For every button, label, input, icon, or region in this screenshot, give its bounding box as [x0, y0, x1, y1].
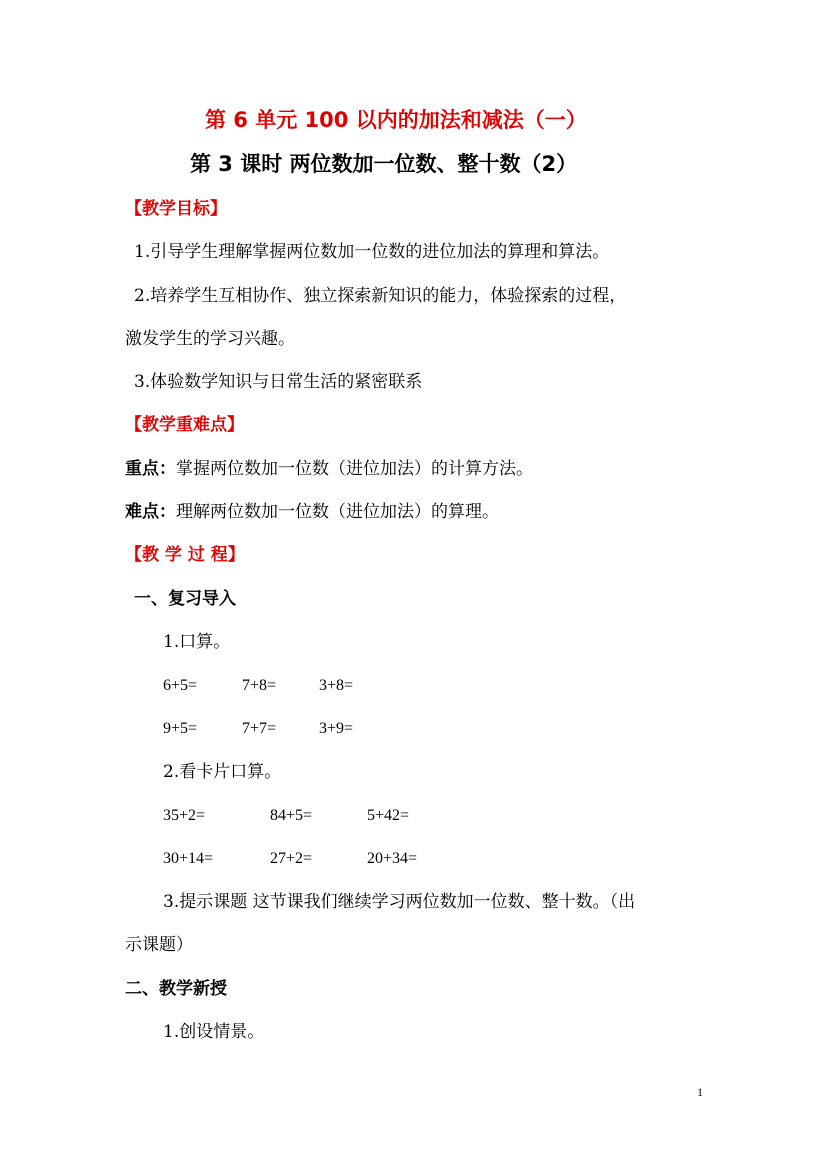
section-heading-key-points: 【教学重难点】: [125, 415, 244, 435]
goal-item-2-line1: 2.培养学生互相协作、独立探索新知识的能力，体验探索的过程，: [134, 286, 627, 306]
card-calc-cell: 35+2=: [163, 807, 206, 824]
difficult-point-text: 理解两位数加一位数（进位加法）的算理。: [176, 502, 499, 522]
part-2-heading: 二、教学新授: [125, 979, 227, 999]
oral-calc-cell: 6+5=: [163, 677, 198, 694]
part-1-item-3-line2: 示课题）: [125, 935, 193, 955]
key-point-label: 重点：: [125, 459, 176, 479]
goal-item-3: 3.体验数学知识与日常生活的紧密联系: [134, 372, 423, 392]
part-1-item-2: 2.看卡片口算。: [163, 762, 282, 782]
section-heading-process: 【教 学 过 程】: [125, 545, 245, 565]
card-calc-cell: 84+5=: [270, 807, 313, 824]
oral-calc-cell: 9+5=: [163, 720, 198, 737]
card-calc-cell: 5+42=: [367, 807, 410, 824]
part-1-heading: 一、复习导入: [134, 589, 236, 609]
page-number: 1: [697, 1085, 703, 1099]
key-point: [125, 457, 533, 481]
card-calc-cell: 20+34=: [367, 850, 418, 867]
card-calc-cell: 27+2=: [270, 850, 313, 867]
oral-calc-cell: 7+8=: [242, 677, 277, 694]
lesson-unit-title: 第 6 单元 100 以内的加法和减法（一）: [205, 108, 587, 132]
oral-calc-cell: 3+8=: [319, 677, 354, 694]
goal-item-1: 1.引导学生理解掌握两位数加一位数的进位加法的算理和算法。: [134, 242, 610, 262]
section-heading-goals: 【教学目标】: [125, 199, 227, 219]
key-point-text: 掌握两位数加一位数（进位加法）的计算方法。: [176, 459, 533, 479]
part-1-item-3-line1: 3.提示课题 这节课我们继续学习两位数加一位数、整十数。（出: [163, 892, 636, 912]
oral-calc-cell: 7+7=: [242, 720, 277, 737]
difficult-point: [125, 500, 499, 524]
goal-item-2-line2: 激发学生的学习兴趣。: [125, 329, 295, 349]
part-2-item-1: 1.创设情景。: [163, 1022, 265, 1042]
part-1-item-1: 1.口算。: [163, 632, 231, 652]
lesson-subtitle: 第 3 课时 两位数加一位数、整十数（2）: [190, 152, 578, 176]
difficult-point-label: 难点：: [125, 502, 176, 522]
oral-calc-cell: 3+9=: [319, 720, 354, 737]
card-calc-cell: 30+14=: [163, 850, 214, 867]
